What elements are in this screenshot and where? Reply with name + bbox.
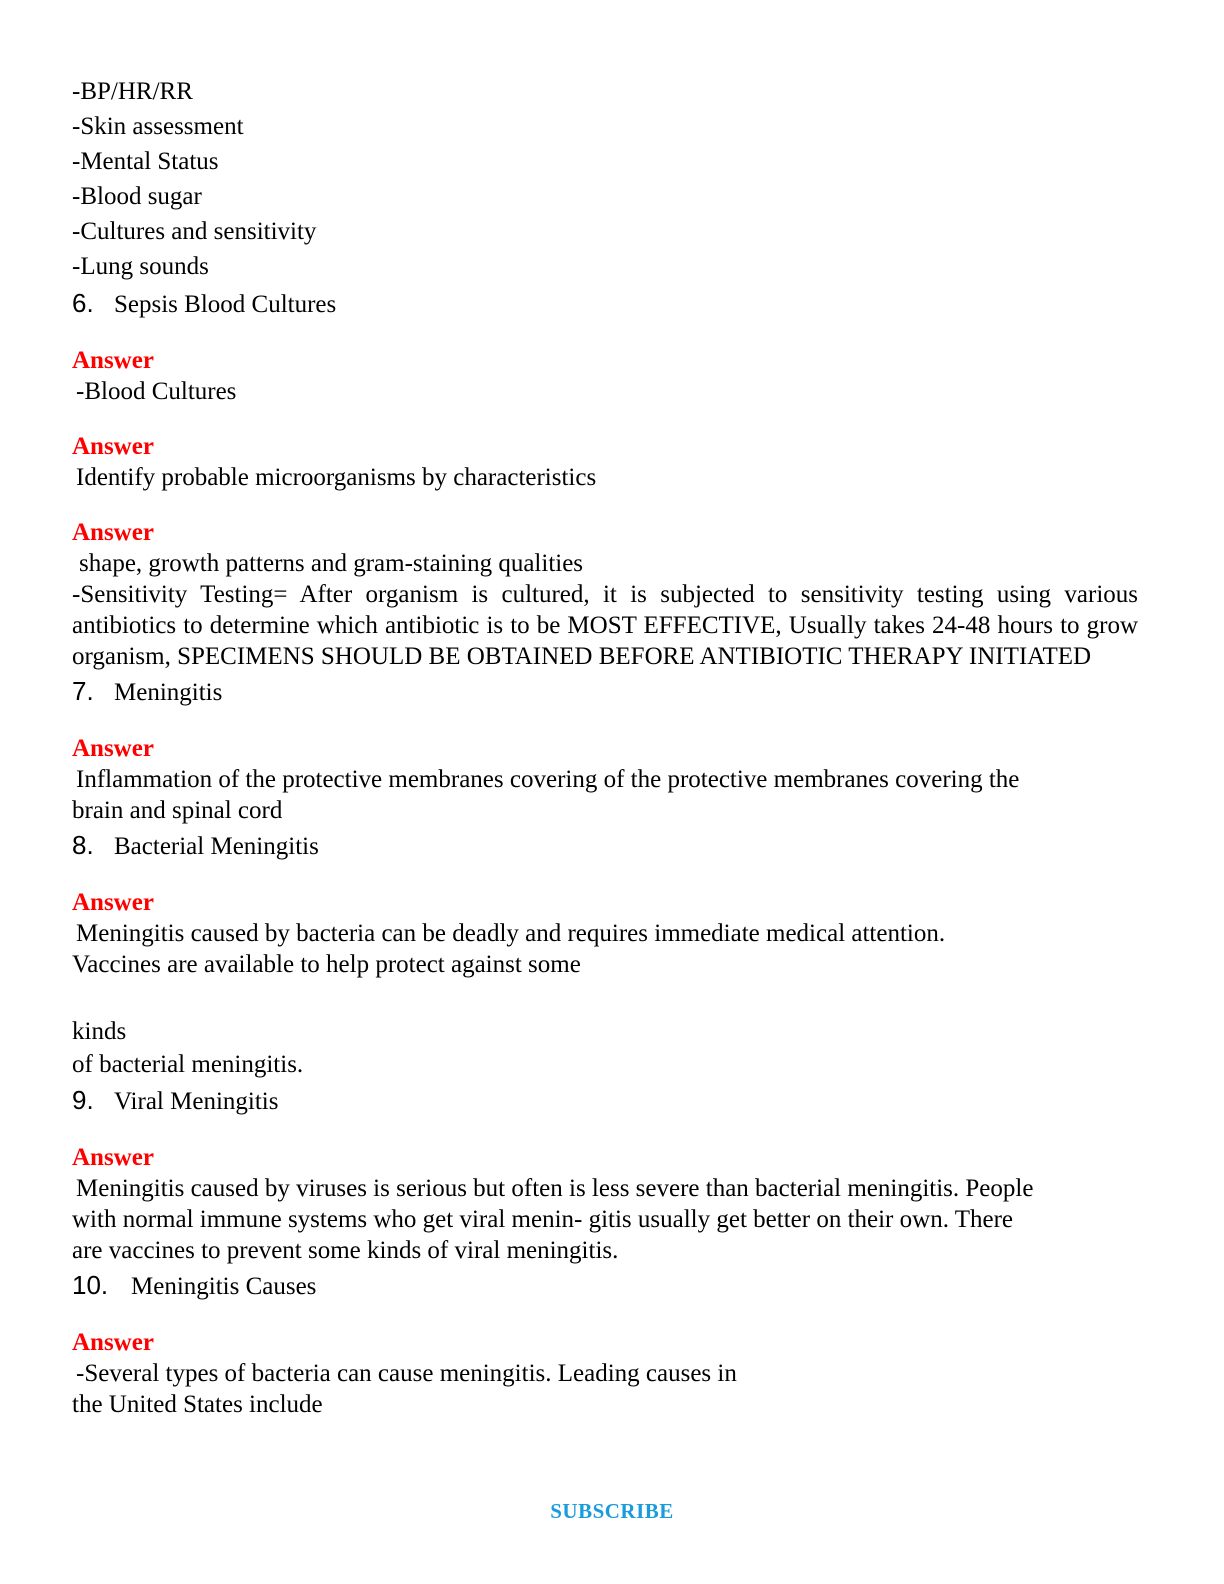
answer-text: kinds [72, 1018, 127, 1045]
intro-line: -Cultures and sensitivity [72, 218, 317, 245]
answer-text: Identify probable microorganisms by characteristics [76, 464, 597, 491]
intro-line: -Skin assessment [72, 113, 244, 140]
question-heading [72, 673, 1138, 709]
answer-text: brain and spinal cord [72, 797, 283, 824]
intro-line: -Lung sounds [72, 253, 209, 280]
question-heading [72, 285, 1138, 321]
answer-text: Inflammation of the protective membranes covering of the protective membranes covering the [76, 766, 1020, 793]
answer-text: shape, growth patterns and gram-staining qualities [79, 550, 584, 577]
question-title: Meningitis Causes [131, 1273, 317, 1300]
answer-text: with normal immune systems who get viral menin- gitis usually get better on their own. There [72, 1206, 1014, 1233]
answer-text: the United States include [72, 1391, 323, 1418]
answer-label: Answer [72, 1144, 154, 1171]
question-number: 9. [72, 1085, 94, 1115]
intro-line: -Mental Status [72, 148, 219, 175]
question-title: Meningitis [114, 679, 223, 706]
answer-text: Meningitis caused by viruses is serious but often is less severe than bacterial meningitis. People [76, 1175, 1034, 1202]
blank-gap [72, 980, 1138, 1015]
answer-paragraph: -Sensitivity Testing= After organism is cultured, it is subjected to sensitivity testing using various antibiotics to determine which antibiotic is to be MOST EFFECTIVE, Usually takes 24-48 hours to grow organism, SPECIMENS SHOULD BE OBTAINED BEFORE ANTIBIOTIC THERAPY INITIATED [72, 581, 1138, 670]
answer-text: Vaccines are available to help protect against some [72, 951, 581, 978]
question-title: Bacterial Meningitis [114, 833, 319, 860]
question-heading [72, 827, 1138, 863]
question-heading [72, 1267, 1138, 1303]
question-title: Sepsis Blood Cultures [114, 291, 337, 318]
answer-label: Answer [72, 519, 154, 546]
answer-text: Meningitis caused by bacteria can be deadly and requires immediate medical attention. [76, 920, 946, 947]
answer-text: -Blood Cultures [76, 378, 237, 405]
question-number: 8. [72, 830, 94, 860]
answer-text: of bacterial meningitis. [72, 1051, 304, 1078]
question-number: 7. [72, 676, 94, 706]
answer-text: are vaccines to prevent some kinds of viral meningitis. [72, 1237, 619, 1264]
intro-line: -Blood sugar [72, 183, 202, 210]
subscribe-link[interactable]: SUBSCRIBE [550, 1499, 674, 1523]
answer-label: Answer [72, 735, 154, 762]
question-heading [72, 1082, 1138, 1118]
question-number: 10. [72, 1270, 109, 1300]
answer-label: Answer [72, 889, 154, 916]
intro-line: -BP/HR/RR [72, 78, 193, 105]
question-number: 6. [72, 288, 94, 318]
question-title: Viral Meningitis [114, 1088, 279, 1115]
answer-label: Answer [72, 1329, 154, 1356]
answer-label: Answer [72, 347, 154, 374]
answer-text: -Several types of bacteria can cause meningitis. Leading causes in [76, 1360, 737, 1387]
answer-label: Answer [72, 433, 154, 460]
document-page [72, 74, 1138, 1420]
